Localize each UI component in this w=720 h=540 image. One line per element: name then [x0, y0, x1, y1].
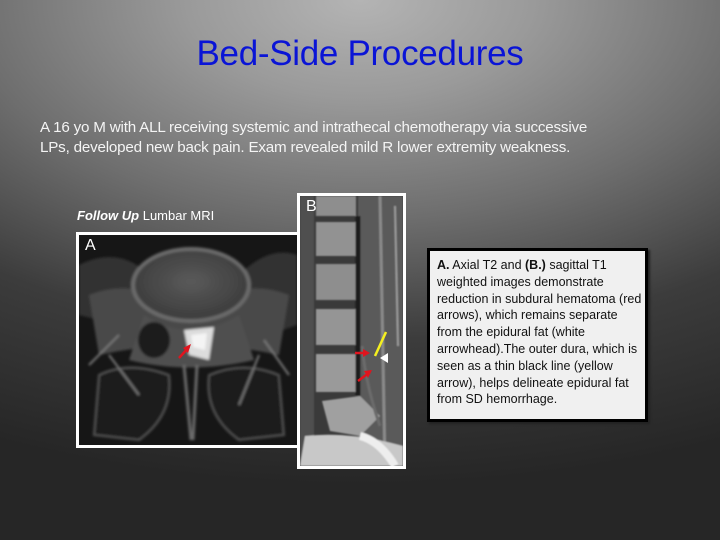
case-description-line-2: LPs, developed new back pain. Exam revealed mild R lower extremity weakness.	[40, 139, 571, 156]
slide-title: Bed-Side Procedures	[196, 34, 524, 73]
figure-heading	[77, 208, 214, 223]
caption-text-1: Axial T2 and	[449, 258, 526, 272]
caption-b-label: (B.)	[525, 258, 546, 272]
axial-mri-image	[79, 235, 297, 445]
case-description-line-1: A 16 yo M with ALL receiving systemic and intrathecal chemotherapy via successive	[40, 119, 588, 136]
figure-heading-rest: Lumbar MRI	[139, 208, 215, 223]
caption-text-2: sagittal T1 weighted images demonstrate reduction in subdural hematoma (red arrows), which remains separate from the epidural fat (white arrowhead).The outer dura, which is seen as a thin black line (yellow arrow), helps delineate epidural fat from SD hemorrhage.	[437, 258, 642, 407]
caption-a-label: A.	[437, 258, 450, 272]
mri-panel-a-axial	[76, 232, 300, 448]
panel-a-label: A	[85, 237, 96, 254]
figure-caption	[427, 248, 648, 422]
case-description	[40, 118, 680, 158]
panel-b-label: B	[306, 198, 317, 215]
sagittal-mri-image	[300, 196, 403, 466]
figure-heading-bold: Follow Up	[77, 208, 140, 223]
mri-panel-b-sagittal	[297, 193, 406, 469]
